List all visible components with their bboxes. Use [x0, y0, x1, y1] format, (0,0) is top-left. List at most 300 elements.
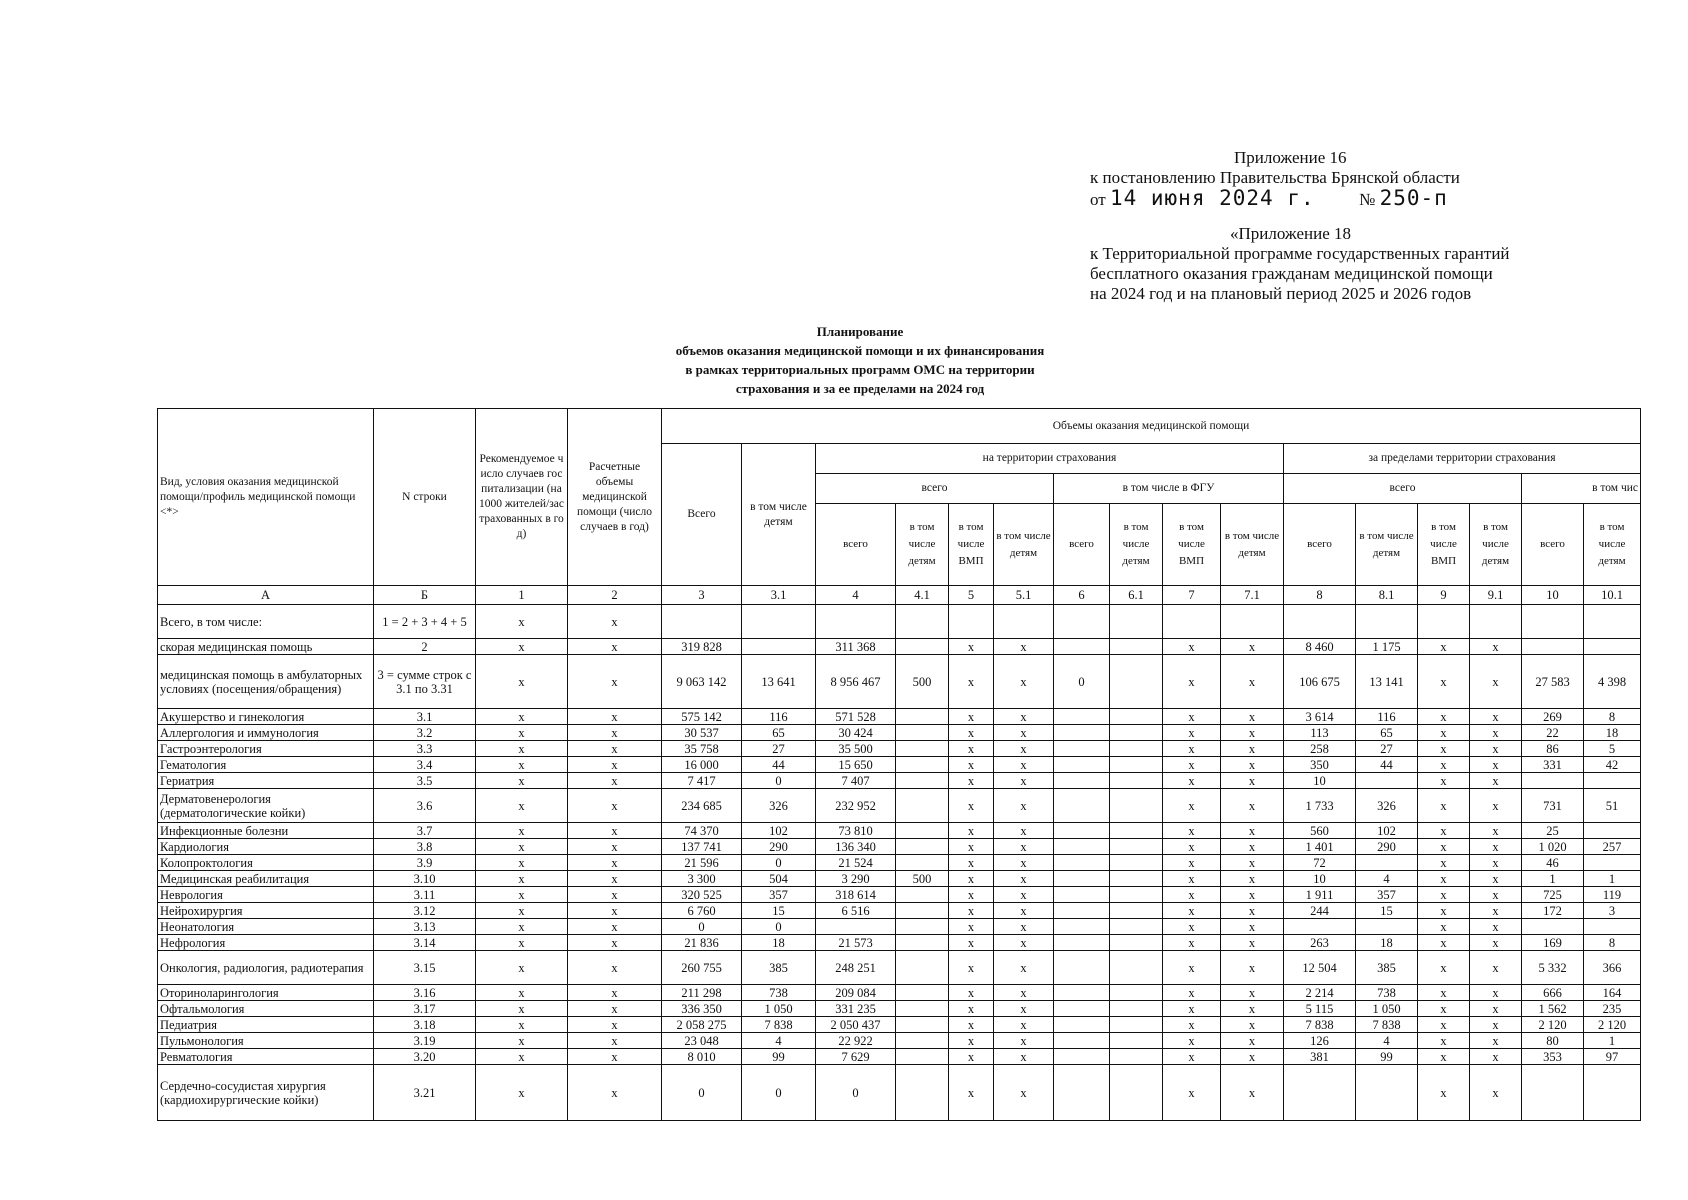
table-cell: x — [1163, 1017, 1221, 1033]
table-cell: x — [1221, 1049, 1284, 1065]
table-cell: 731 — [1522, 789, 1584, 823]
table-cell: 116 — [742, 709, 816, 725]
table-cell — [1110, 935, 1163, 951]
table-cell — [1110, 655, 1163, 709]
row-label: Гериатрия — [158, 773, 374, 789]
table-cell: x — [476, 1033, 568, 1049]
col-number: А — [158, 586, 374, 605]
table-cell: x — [1470, 985, 1522, 1001]
table-cell: x — [949, 903, 994, 919]
header-6: всего — [1054, 504, 1110, 586]
table-row — [158, 725, 1641, 741]
table-cell: 326 — [742, 789, 816, 823]
table-cell: x — [1418, 935, 1470, 951]
table-cell: x — [1418, 1017, 1470, 1033]
table-cell: 8 010 — [662, 1049, 742, 1065]
table-cell: x — [568, 741, 662, 757]
table-cell: x — [568, 985, 662, 1001]
table-cell: 106 675 — [1284, 655, 1356, 709]
table-cell — [1054, 741, 1110, 757]
table-cell: 263 — [1284, 935, 1356, 951]
table-cell: x — [1418, 639, 1470, 655]
row-label: Медицинская реабилитация — [158, 871, 374, 887]
table-cell — [1110, 741, 1163, 757]
table-cell: 15 650 — [816, 757, 896, 773]
table-cell: x — [1221, 871, 1284, 887]
table-cell: x — [949, 935, 994, 951]
table-cell: 3 614 — [1284, 709, 1356, 725]
table-cell: 1 733 — [1284, 789, 1356, 823]
table-cell: x — [1221, 1001, 1284, 1017]
table-cell: x — [1418, 839, 1470, 855]
table-cell — [1110, 839, 1163, 855]
table-row — [158, 855, 1641, 871]
table-cell: x — [1221, 1065, 1284, 1121]
table-cell: x — [1418, 823, 1470, 839]
table-cell — [1584, 639, 1641, 655]
table-cell: x — [476, 1017, 568, 1033]
table-cell: 1 — [1522, 871, 1584, 887]
table-cell — [1110, 1065, 1163, 1121]
row-number: 3.19 — [374, 1033, 476, 1049]
table-row — [158, 919, 1641, 935]
table-cell: x — [1221, 655, 1284, 709]
table-cell — [1054, 1033, 1110, 1049]
table-cell — [896, 709, 949, 725]
table-cell: 3 — [1584, 903, 1641, 919]
table-cell: x — [1221, 773, 1284, 789]
table-row — [158, 839, 1641, 855]
table-cell — [1284, 605, 1356, 639]
table-cell — [1584, 919, 1641, 935]
table-cell: x — [1163, 789, 1221, 823]
table-cell: x — [1470, 789, 1522, 823]
row-label: Нефрология — [158, 935, 374, 951]
table-cell: x — [476, 1049, 568, 1065]
table-cell: 357 — [1356, 887, 1418, 903]
table-cell: x — [1470, 639, 1522, 655]
header-5: в том числе ВМП — [949, 504, 994, 586]
table-cell — [1054, 605, 1110, 639]
table-cell: 27 — [1356, 741, 1418, 757]
table-cell: x — [476, 887, 568, 903]
table-cell — [1284, 919, 1356, 935]
table-cell: x — [949, 839, 994, 855]
table-cell: x — [994, 639, 1054, 655]
row-number: 3.14 — [374, 935, 476, 951]
table-cell: 102 — [1356, 823, 1418, 839]
row-label: Ревматология — [158, 1049, 374, 1065]
table-cell — [896, 839, 949, 855]
table-cell: 5 115 — [1284, 1001, 1356, 1017]
table-cell: 65 — [742, 725, 816, 741]
table-cell: x — [476, 605, 568, 639]
table-cell: 13 141 — [1356, 655, 1418, 709]
table-cell: x — [994, 871, 1054, 887]
table-cell: x — [1470, 1065, 1522, 1121]
table-cell: 80 — [1522, 1033, 1584, 1049]
table-cell: x — [476, 741, 568, 757]
table-cell — [1110, 855, 1163, 871]
table-cell — [896, 605, 949, 639]
table-cell: 1 175 — [1356, 639, 1418, 655]
table-cell: x — [1418, 871, 1470, 887]
table-cell: 116 — [1356, 709, 1418, 725]
table-cell: 8 — [1584, 935, 1641, 951]
table-cell: 21 524 — [816, 855, 896, 871]
table-cell: 2 120 — [1584, 1017, 1641, 1033]
table-cell: x — [1470, 903, 1522, 919]
table-cell: x — [1163, 1033, 1221, 1049]
row-label: Пульмонология — [158, 1033, 374, 1049]
row-number: 3.13 — [374, 919, 476, 935]
table-cell: 350 — [1284, 757, 1356, 773]
table-cell — [1284, 1065, 1356, 1121]
table-cell — [1054, 855, 1110, 871]
table-cell — [1110, 919, 1163, 935]
number-value: 250-п — [1379, 186, 1448, 210]
header-9: в том числе ВМП — [1418, 504, 1470, 586]
table-cell — [1584, 855, 1641, 871]
table-cell: 0 — [662, 919, 742, 935]
table-cell: 23 048 — [662, 1033, 742, 1049]
header-calculated: Расчетные объемы медицинской помощи (число случаев в год) — [568, 409, 662, 586]
table-cell: 7 838 — [1356, 1017, 1418, 1033]
table-cell: 0 — [742, 919, 816, 935]
table-cell: 0 — [816, 1065, 896, 1121]
table-cell — [1110, 903, 1163, 919]
table-cell: 290 — [1356, 839, 1418, 855]
table-cell: x — [1221, 709, 1284, 725]
table-cell: x — [1163, 709, 1221, 725]
row-number: 3.17 — [374, 1001, 476, 1017]
table-cell: 738 — [1356, 985, 1418, 1001]
row-number: 3.7 — [374, 823, 476, 839]
table-cell: 331 235 — [816, 1001, 896, 1017]
table-row — [158, 871, 1641, 887]
table-cell — [1110, 951, 1163, 985]
table-cell — [1584, 605, 1641, 639]
table-cell: x — [949, 789, 994, 823]
table-cell: 2 120 — [1522, 1017, 1584, 1033]
table-cell: x — [568, 903, 662, 919]
table-cell: 575 142 — [662, 709, 742, 725]
col-number: 6.1 — [1110, 586, 1163, 605]
table-cell: 164 — [1584, 985, 1641, 1001]
table-cell — [1054, 639, 1110, 655]
table-cell: x — [949, 871, 994, 887]
table-cell: x — [994, 839, 1054, 855]
table-cell: 65 — [1356, 725, 1418, 741]
table-cell: x — [949, 773, 994, 789]
table-cell — [816, 919, 896, 935]
table-cell — [1110, 985, 1163, 1001]
table-cell — [1356, 605, 1418, 639]
table-cell — [949, 605, 994, 639]
row-label: Инфекционные болезни — [158, 823, 374, 839]
table-cell: x — [994, 887, 1054, 903]
table-cell: 25 — [1522, 823, 1584, 839]
table-cell: x — [476, 639, 568, 655]
table-cell: x — [568, 1017, 662, 1033]
table-cell — [1522, 1065, 1584, 1121]
table-cell — [896, 1049, 949, 1065]
table-cell: x — [1470, 839, 1522, 855]
table-cell: x — [994, 935, 1054, 951]
table-body — [158, 605, 1641, 1121]
table-row — [158, 789, 1641, 823]
table-cell: 126 — [1284, 1033, 1356, 1049]
table-cell — [1110, 871, 1163, 887]
table-cell: x — [1418, 919, 1470, 935]
appendix-18-line-3: на 2024 год и на плановый период 2025 и 2026 годов — [1090, 284, 1472, 303]
col-number: 3.1 — [742, 586, 816, 605]
table-cell: 234 685 — [662, 789, 742, 823]
table-cell: x — [476, 1001, 568, 1017]
table-cell: x — [1163, 725, 1221, 741]
table-cell: x — [994, 919, 1054, 935]
row-label: Педиатрия — [158, 1017, 374, 1033]
table-cell — [896, 1017, 949, 1033]
table-cell: x — [1221, 919, 1284, 935]
table-cell: x — [568, 935, 662, 951]
table-cell: 8 — [1584, 709, 1641, 725]
table-cell: x — [1163, 985, 1221, 1001]
table-cell: 1 — [1584, 1033, 1641, 1049]
table-cell: x — [568, 773, 662, 789]
table-cell: 16 000 — [662, 757, 742, 773]
table-cell: 1 562 — [1522, 1001, 1584, 1017]
row-number: 3.1 — [374, 709, 476, 725]
table-cell — [896, 903, 949, 919]
table-cell: x — [994, 709, 1054, 725]
row-label: Акушерство и гинекология — [158, 709, 374, 725]
row-number: 3.18 — [374, 1017, 476, 1033]
table-cell — [896, 725, 949, 741]
table-cell: x — [994, 1065, 1054, 1121]
row-number: 3.6 — [374, 789, 476, 823]
row-number: 2 — [374, 639, 476, 655]
row-label: Колопроктология — [158, 855, 374, 871]
table-cell: 232 952 — [816, 789, 896, 823]
table-cell: x — [1163, 951, 1221, 985]
table-cell — [1054, 789, 1110, 823]
table-cell: x — [476, 839, 568, 855]
table-cell: 1 020 — [1522, 839, 1584, 855]
table-cell: x — [568, 789, 662, 823]
table-cell: 504 — [742, 871, 816, 887]
table-cell: x — [994, 741, 1054, 757]
table-cell: 97 — [1584, 1049, 1641, 1065]
title-line-3: в рамках территориальных программ ОМС на территории — [685, 362, 1035, 377]
header-8: всего — [1284, 504, 1356, 586]
table-cell: x — [949, 741, 994, 757]
table-cell: x — [1470, 655, 1522, 709]
table-cell: 22 922 — [816, 1033, 896, 1049]
table-cell: 27 — [742, 741, 816, 757]
number-prefix: № — [1359, 190, 1376, 209]
col-number: 2 — [568, 586, 662, 605]
table-cell: x — [1221, 855, 1284, 871]
table-cell: 571 528 — [816, 709, 896, 725]
table-cell: x — [476, 757, 568, 773]
table-cell: 6 760 — [662, 903, 742, 919]
table-cell: 235 — [1584, 1001, 1641, 1017]
table-cell: x — [1418, 951, 1470, 985]
row-number: 3.2 — [374, 725, 476, 741]
table-cell: x — [1418, 855, 1470, 871]
volumes-table — [157, 408, 1641, 1121]
table-cell — [896, 789, 949, 823]
header-9-1: в том числе детям — [1470, 504, 1522, 586]
table-cell: 172 — [1522, 903, 1584, 919]
table-cell: x — [1163, 757, 1221, 773]
table-cell — [1584, 1065, 1641, 1121]
table-cell: x — [568, 839, 662, 855]
table-cell — [1110, 789, 1163, 823]
table-cell — [1356, 855, 1418, 871]
table-cell: x — [568, 655, 662, 709]
table-cell: x — [1470, 757, 1522, 773]
col-number: 9 — [1418, 586, 1470, 605]
table-cell: 22 — [1522, 725, 1584, 741]
table-cell: x — [994, 1001, 1054, 1017]
table-cell — [1522, 773, 1584, 789]
table-cell: x — [949, 1017, 994, 1033]
table-cell — [1054, 985, 1110, 1001]
table-cell — [1110, 887, 1163, 903]
row-number: 3.12 — [374, 903, 476, 919]
table-cell: x — [1470, 1049, 1522, 1065]
table-cell — [1110, 1001, 1163, 1017]
table-cell: 331 — [1522, 757, 1584, 773]
appendix-header — [1090, 148, 1650, 304]
table-cell: x — [1163, 655, 1221, 709]
table-cell: 18 — [1356, 935, 1418, 951]
table-cell: 9 063 142 — [662, 655, 742, 709]
table-cell: x — [949, 1001, 994, 1017]
row-number: 3.4 — [374, 757, 476, 773]
table-cell: 21 596 — [662, 855, 742, 871]
table-cell: 74 370 — [662, 823, 742, 839]
table-cell: x — [1221, 741, 1284, 757]
table-cell — [1110, 757, 1163, 773]
table-cell: 2 050 437 — [816, 1017, 896, 1033]
table-cell: 738 — [742, 985, 816, 1001]
row-label: Сердечно-сосудистая хирургия (кардиохирургические койки) — [158, 1065, 374, 1121]
table-row — [158, 757, 1641, 773]
table-cell — [1054, 871, 1110, 887]
table-cell: x — [994, 855, 1054, 871]
table-cell — [1110, 639, 1163, 655]
header-outside-all: всего — [1284, 474, 1522, 504]
table-cell: x — [476, 919, 568, 935]
row-label: медицинская помощь в амбулаторных условиях (посещения/обращения) — [158, 655, 374, 709]
table-cell: 666 — [1522, 985, 1584, 1001]
title-line-2: объемов оказания медицинской помощи и их финансирования — [675, 343, 1045, 358]
col-number: 4 — [816, 586, 896, 605]
table-cell: 86 — [1522, 741, 1584, 757]
table-cell — [896, 639, 949, 655]
table-cell: x — [476, 1065, 568, 1121]
table-cell — [1110, 1017, 1163, 1033]
table-cell — [1054, 725, 1110, 741]
table-cell: x — [1221, 639, 1284, 655]
table-cell: 7 629 — [816, 1049, 896, 1065]
col-number: 10 — [1522, 586, 1584, 605]
table-cell: 99 — [742, 1049, 816, 1065]
table-cell: x — [568, 887, 662, 903]
table-cell: x — [949, 887, 994, 903]
table-cell: 353 — [1522, 1049, 1584, 1065]
table-cell: 30 424 — [816, 725, 896, 741]
header-4-1: в том числе детям — [896, 504, 949, 586]
table-cell: 1 — [1584, 871, 1641, 887]
table-cell: x — [1470, 1017, 1522, 1033]
appendix-18-line-2: бесплатного оказания гражданам медицинской помощи — [1090, 264, 1493, 283]
appendix-18-title: «Приложение 18 — [1230, 224, 1351, 243]
table-cell: 35 758 — [662, 741, 742, 757]
table-cell: x — [1221, 757, 1284, 773]
appendix-decree: к постановлению Правительства Брянской области — [1090, 168, 1460, 187]
header-row-number: N строки — [374, 409, 476, 586]
table-cell: 385 — [1356, 951, 1418, 985]
table-cell: x — [1418, 709, 1470, 725]
table-cell: x — [949, 1049, 994, 1065]
table-row — [158, 887, 1641, 903]
table-cell — [896, 919, 949, 935]
table-cell: 137 741 — [662, 839, 742, 855]
table-row — [158, 1001, 1641, 1017]
table-cell: 10 — [1284, 871, 1356, 887]
table-cell — [1418, 605, 1470, 639]
table-cell: x — [949, 1065, 994, 1121]
table-row — [158, 1033, 1641, 1049]
table-cell — [1054, 951, 1110, 985]
table-cell: 560 — [1284, 823, 1356, 839]
table-cell: x — [1470, 1033, 1522, 1049]
row-number: 1 = 2 + 3 + 4 + 5 — [374, 605, 476, 639]
table-cell: 72 — [1284, 855, 1356, 871]
table-row — [158, 655, 1641, 709]
appendix-date-line — [1090, 188, 1650, 210]
table-cell: x — [568, 725, 662, 741]
table-cell: 211 298 — [662, 985, 742, 1001]
table-cell: x — [949, 639, 994, 655]
table-cell: 725 — [1522, 887, 1584, 903]
table-cell — [662, 605, 742, 639]
row-label: скорая медицинская помощь — [158, 639, 374, 655]
table-cell: 73 810 — [816, 823, 896, 839]
table-cell: x — [1470, 773, 1522, 789]
table-cell: x — [1470, 725, 1522, 741]
table-cell: 7 407 — [816, 773, 896, 789]
table-cell — [1522, 919, 1584, 935]
table-cell — [1054, 757, 1110, 773]
table-cell — [896, 855, 949, 871]
table-cell — [896, 985, 949, 1001]
table-cell: x — [568, 757, 662, 773]
table-cell — [1054, 1001, 1110, 1017]
table-cell: 1 401 — [1284, 839, 1356, 855]
header-recommended: Рекомендуемое число случаев госпитализации (на 1000 жителей/застрахованных в год) — [476, 409, 568, 586]
table-row — [158, 903, 1641, 919]
header-7: в том числе ВМП — [1163, 504, 1221, 586]
table-cell: 30 537 — [662, 725, 742, 741]
table-cell — [896, 935, 949, 951]
table-cell: x — [1221, 839, 1284, 855]
table-row — [158, 639, 1641, 655]
